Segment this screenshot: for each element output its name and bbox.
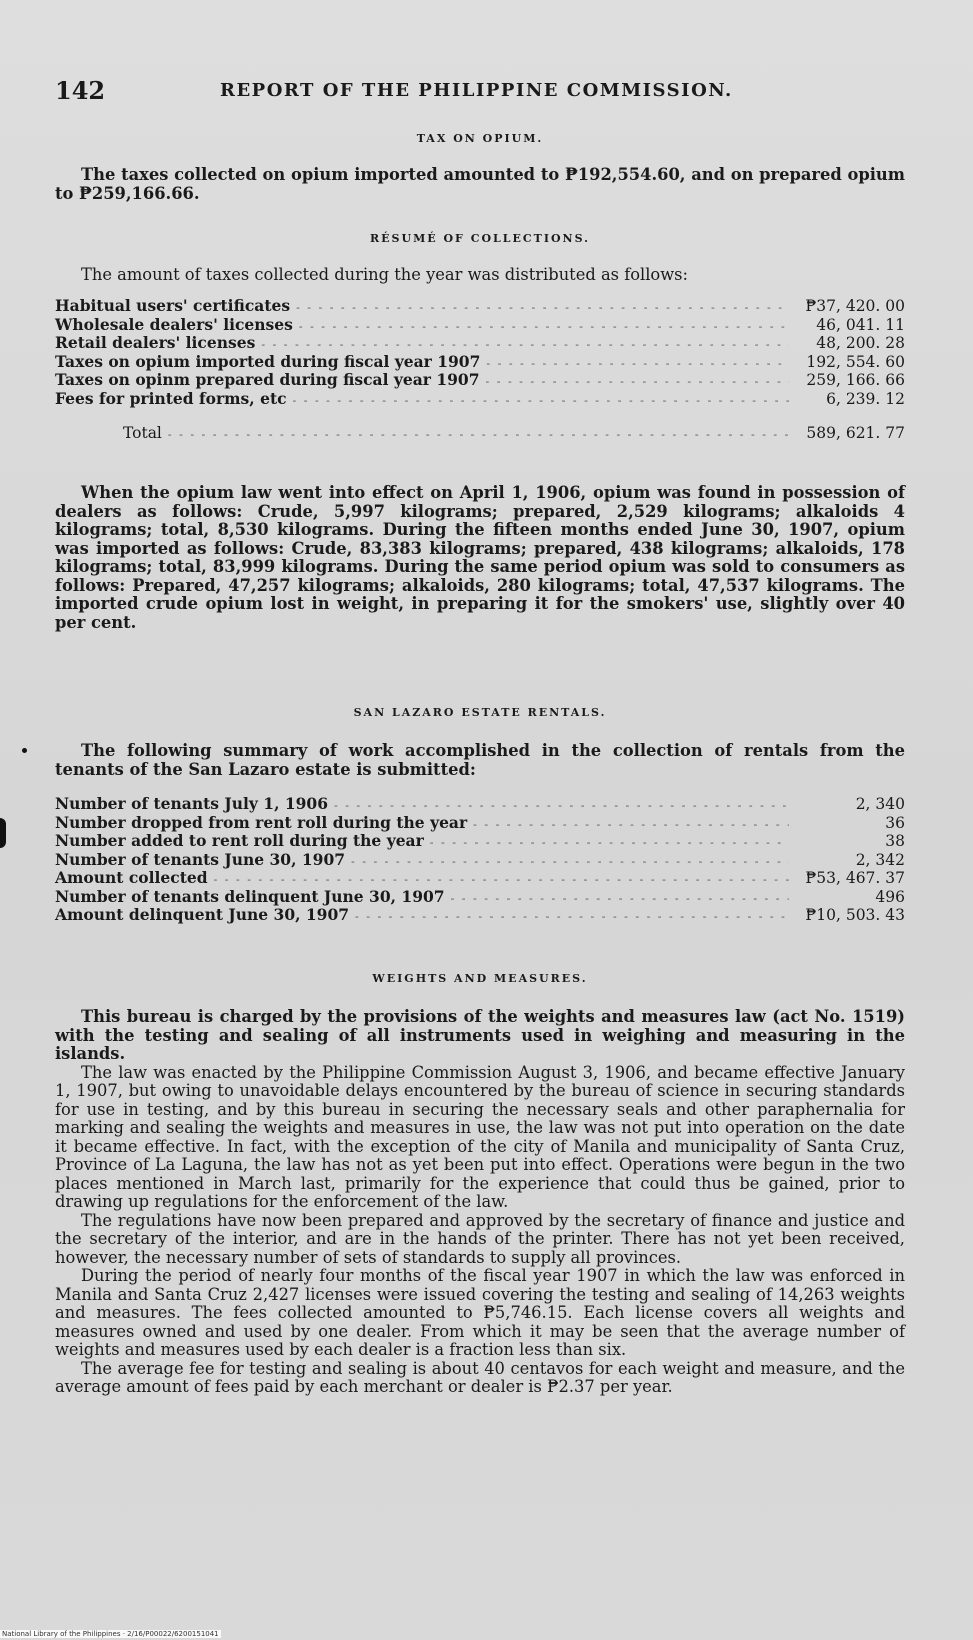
san-lazaro-section bbox=[55, 706, 905, 719]
table-row bbox=[55, 795, 905, 814]
opium-paragraph: The taxes collected on opium imported amounted to ₱192,554.60, and on prepared opium to ₱259,166.66. bbox=[55, 165, 905, 203]
row-value: ₱53, 467. 37 bbox=[805, 869, 905, 887]
weights-paragraph: The law was enacted by the Philippine Commission August 3, 1906, and became effective January 1, 1907, but owing to unavoidable delays encountered by the bureau of science in securing standards for use in testing, and by this bureau in securing the necessary seals and other paraphernalia for marking and sealing the weights and measures in use, the law was not put into operation on the date it became effective. In fact, with the exception of the city of Manila and municipality of Santa Cruz, Province of La Laguna, the law has not as yet been put into effect. Operations were begun in the two places mentioned in March last, primarily for the experience that could thus be gained, prior to drawing up regulations for the enforcement of the law. bbox=[55, 1062, 905, 1211]
row-value: 192, 554. 60 bbox=[806, 352, 905, 371]
row-label: Retail dealers' licenses bbox=[55, 333, 256, 352]
san-lazaro-intro: The following summary of work accomplished in the collection of rentals from the tenants of the San Lazaro estate is submitted: bbox=[55, 741, 905, 779]
table-row bbox=[55, 371, 905, 390]
row-label: Number added to rent roll during the year bbox=[55, 831, 424, 850]
row-value: 2, 340 bbox=[855, 795, 905, 813]
table-row bbox=[55, 353, 905, 372]
table-row bbox=[55, 297, 905, 316]
resume-section bbox=[55, 232, 905, 245]
table-row bbox=[55, 390, 905, 409]
weights-paragraph: This bureau is charged by the provisions of the weights and measures law (act No. 1519) with the testing and sealing of all instruments used in weighing and measuring in the islands. bbox=[55, 1007, 905, 1063]
row-value: 48, 200. 28 bbox=[816, 334, 905, 352]
row-label: Taxes on opinm prepared during fiscal year 1907 bbox=[55, 370, 480, 389]
opium-section bbox=[55, 132, 905, 145]
resume-intro-wrap bbox=[55, 266, 905, 285]
table-row bbox=[55, 851, 905, 870]
page-number: 142 bbox=[55, 76, 106, 105]
row-value: 496 bbox=[875, 887, 905, 906]
total-label: Total bbox=[123, 424, 162, 442]
section-heading-weights: WEIGHTS AND MEASURES. bbox=[372, 972, 588, 985]
weights-paragraph: The average fee for testing and sealing is about 40 centavos for each weight and measure, and the average amount of fees paid by each merchant or dealer is ₱2.37 per year. bbox=[55, 1358, 905, 1396]
table-row bbox=[55, 316, 905, 335]
row-value: 6, 239. 12 bbox=[826, 389, 905, 408]
row-value: 38 bbox=[885, 832, 905, 850]
row-label: Number of tenants June 30, 1907 bbox=[55, 849, 346, 869]
opium-details-wrap bbox=[55, 484, 905, 632]
resume-intro: The amount of taxes collected during the year was distributed as follows: bbox=[81, 265, 689, 284]
collections-table bbox=[55, 297, 905, 443]
section-heading-resume: RÉSUMÉ OF COLLECTIONS. bbox=[370, 232, 590, 245]
ink-spot bbox=[22, 748, 27, 753]
total-row bbox=[55, 424, 905, 443]
table-row bbox=[55, 814, 905, 833]
weights-body bbox=[55, 1008, 905, 1397]
table-row bbox=[55, 869, 905, 888]
row-value: 259, 166. 66 bbox=[806, 371, 905, 389]
row-label: Taxes on opium imported during fiscal year 1907 bbox=[55, 351, 481, 371]
running-title: REPORT OF THE PHILIPPINE COMMISSION. bbox=[220, 80, 733, 101]
weights-section bbox=[55, 972, 905, 985]
row-label: Number dropped from rent roll during the year bbox=[55, 812, 468, 832]
table-row bbox=[55, 906, 905, 925]
row-label: Amount collected bbox=[55, 868, 208, 887]
total-value: 589, 621. 77 bbox=[806, 424, 905, 442]
weights-paragraph: The regulations have now been prepared and approved by the secretary of finance and justice and the secretary of the interior, and are in the hands of the printer. There has not yet been received, however, the necessary number of sets of standards to supply all provinces. bbox=[55, 1210, 905, 1267]
weights-paragraph: During the period of nearly four months of the fiscal year 1907 in which the law was enforced in Manila and Santa Cruz 2,427 licenses were issued covering the testing and sealing of 14,263 weights and measures. The fees collected amounted to ₱5,746.15. Each license covers all weights and measures owned and used by one dealer. From which it may be seen that the average number of weights and measures used by each dealer is a fraction less than six. bbox=[55, 1266, 905, 1359]
row-value: ₱37, 420. 00 bbox=[805, 297, 905, 315]
row-label: Number of tenants delinquent June 30, 1907 bbox=[55, 886, 445, 906]
opium-details-paragraph: When the opium law went into effect on April 1, 1906, opium was found in possession of dealers as follows: Crude, 5,997 kilograms; prepared, 2,529 kilograms; alkaloids 4 kilograms; total, 8,530 kilograms. During the fifteen months ended June 30, 1907, opium was imported as follows: Crude, 83,383 kilograms; prepared, 438 kilograms; alkaloids, 178 kilograms; total, 83,999 kilograms. During the same period opium was sold to consumers as follows: Prepared, 47,257 kilograms; alkaloids, 280 kilograms; total, 47,537 kilograms. The imported crude opium lost in weight, in preparing it for the smokers' use, slightly over 40 per cent. bbox=[55, 483, 905, 632]
san-lazaro-intro-wrap bbox=[55, 742, 905, 779]
row-label: Habitual users' certificates bbox=[55, 296, 291, 315]
row-label: Wholesale dealers' licenses bbox=[55, 314, 293, 334]
table-row bbox=[55, 334, 905, 353]
table-row bbox=[55, 832, 905, 851]
binding-mark bbox=[0, 818, 6, 848]
section-heading-opium: TAX ON OPIUM. bbox=[416, 132, 544, 145]
row-label: Number of tenants July 1, 1906 bbox=[55, 794, 328, 813]
table-row bbox=[55, 888, 905, 907]
row-label: Amount delinquent June 30, 1907 bbox=[55, 905, 350, 924]
row-value: 46, 041. 11 bbox=[816, 315, 905, 334]
row-value: 2, 342 bbox=[855, 850, 905, 869]
opium-paragraph-wrap bbox=[55, 166, 905, 203]
row-value: ₱10, 503. 43 bbox=[805, 906, 905, 924]
rentals-table bbox=[55, 795, 905, 925]
row-label: Fees for printed forms, etc bbox=[55, 388, 287, 408]
row-value: 36 bbox=[885, 813, 905, 832]
page-header bbox=[55, 76, 913, 106]
scan-watermark: National Library of the Philippines · 2/16/P00022/6200151041 bbox=[2, 1630, 219, 1638]
section-heading-san-lazaro: SAN LAZARO ESTATE RENTALS. bbox=[353, 706, 607, 719]
